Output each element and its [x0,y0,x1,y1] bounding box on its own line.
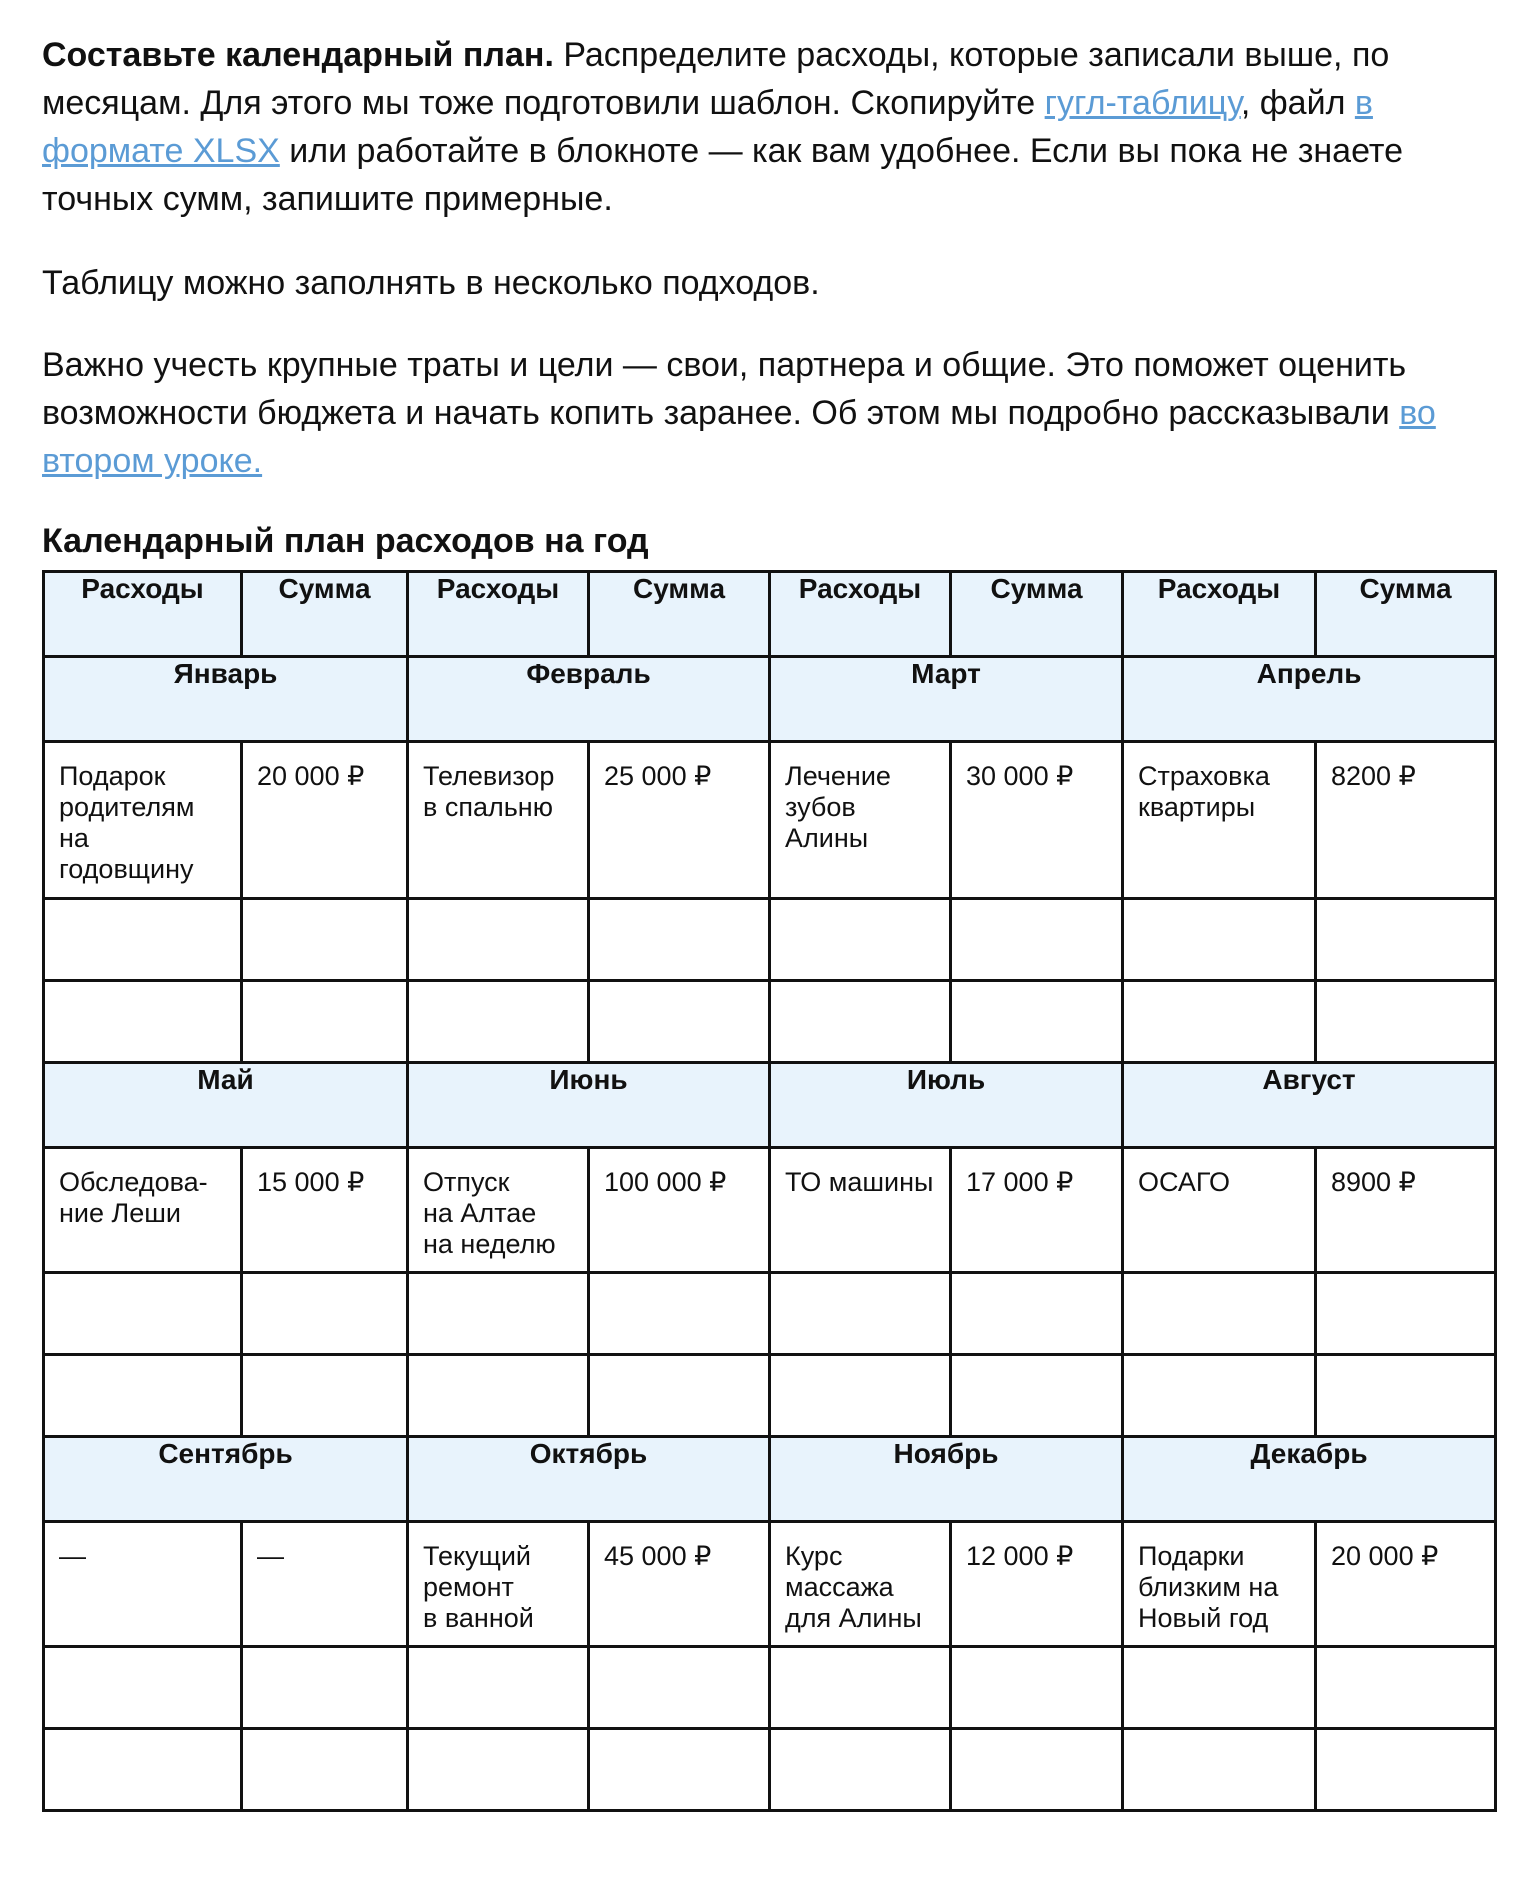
empty-cell [408,1729,589,1811]
empty-cell [1123,1273,1316,1355]
empty-cell [1316,1355,1496,1437]
expense-text: Обследова- ние Леши [59,1167,208,1228]
second-lesson-link[interactable]: во втором уроке. [42,394,1436,480]
col-header-expense: Расходы [1123,572,1316,657]
empty-cell [242,981,408,1063]
empty-cell [44,981,242,1063]
month-label: Сентябрь [44,1437,408,1522]
amount-cell [242,742,408,899]
expense-cell [44,1522,242,1647]
empty-cell [242,1647,408,1729]
expense-text: Курс массажа для Алины [785,1541,922,1633]
amount-text: 17 000 ₽ [966,1167,1074,1197]
expense-text: Подарок родителям на годовщину [59,761,195,884]
expense-cell [408,1522,589,1647]
empty-cell [1123,1729,1316,1811]
expense-text: Подарки близким на Новый год [1138,1541,1279,1633]
amount-cell [1316,1148,1496,1273]
expense-cell [770,1148,951,1273]
empty-cell [589,1355,770,1437]
empty-cell [589,981,770,1063]
empty-cell [589,1647,770,1729]
empty-cell [951,1729,1123,1811]
empty-row [44,1647,1496,1729]
expense-cell [408,1148,589,1273]
intro-paragraph [42,31,1482,223]
table-title: Календарный план расходов на год [42,522,649,560]
month-label: Ноябрь [770,1437,1123,1522]
empty-cell [242,899,408,981]
expense-text: Лечение зубов Алины [785,761,891,853]
amount-text: 25 000 ₽ [604,761,712,791]
empty-cell [1316,1729,1496,1811]
expense-text: — [59,1541,86,1571]
empty-cell [770,1273,951,1355]
amount-text: 15 000 ₽ [257,1167,365,1197]
empty-cell [770,1729,951,1811]
empty-cell [589,899,770,981]
col-header-expense: Расходы [44,572,242,657]
empty-cell [1123,899,1316,981]
expense-text: Отпуск на Алтае на неделю [423,1167,556,1259]
empty-cell [44,1355,242,1437]
empty-cell [951,899,1123,981]
empty-cell [951,1273,1123,1355]
empty-cell [44,1729,242,1811]
empty-cell [1123,981,1316,1063]
amount-cell [951,1148,1123,1273]
empty-cell [1123,1355,1316,1437]
empty-cell [242,1273,408,1355]
empty-cell [1316,1273,1496,1355]
empty-cell [951,1355,1123,1437]
amount-text: 8900 ₽ [1331,1167,1416,1197]
expense-text: ОСАГО [1138,1167,1231,1197]
expense-cell [1123,742,1316,899]
empty-cell [1123,1647,1316,1729]
col-header-expense: Расходы [408,572,589,657]
amount-cell [589,1148,770,1273]
amount-cell [242,1522,408,1647]
month-label: Май [44,1063,408,1148]
expense-row [44,742,1496,899]
intro-text-2: , файл [1240,84,1355,122]
empty-cell [408,1647,589,1729]
expense-text: Текущий ремонт в ванной [423,1541,534,1633]
amount-cell [1316,1522,1496,1647]
col-header-amount: Сумма [1316,572,1496,657]
amount-cell [951,742,1123,899]
expense-row [44,1148,1496,1273]
month-label: Август [1123,1063,1496,1148]
empty-cell [408,1273,589,1355]
goals-text: Важно учесть крупные траты и цели — свои, партнера и общие. Это поможет оценить возможности бюджета и начать копить заранее. Об этом мы подробно рассказывали [42,346,1407,432]
month-row [44,1063,1496,1148]
empty-cell [589,1273,770,1355]
empty-cell [589,1729,770,1811]
empty-row [44,899,1496,981]
empty-cell [770,981,951,1063]
month-label: Апрель [1123,657,1496,742]
expense-plan-table [42,570,1497,1812]
month-label: Июнь [408,1063,770,1148]
empty-row [44,1273,1496,1355]
expense-cell [44,1148,242,1273]
approach-paragraph: Таблицу можно заполнять в несколько подходов. [42,264,820,302]
amount-cell [589,742,770,899]
col-header-amount: Сумма [242,572,408,657]
empty-cell [408,1355,589,1437]
amount-cell [242,1148,408,1273]
expense-cell [770,742,951,899]
expense-row [44,1522,1496,1647]
col-header-expense: Расходы [770,572,951,657]
empty-row [44,1355,1496,1437]
empty-cell [770,1355,951,1437]
empty-cell [408,899,589,981]
expense-cell [1123,1522,1316,1647]
column-header-row [44,572,1496,657]
empty-cell [44,899,242,981]
empty-row [44,981,1496,1063]
expense-cell [44,742,242,899]
expense-text: Телевизор в спальню [423,761,555,822]
month-row [44,657,1496,742]
amount-text: 8200 ₽ [1331,761,1416,791]
expense-cell [408,742,589,899]
intro-bold-lead: Составьте календарный план. [42,36,554,74]
month-label: Март [770,657,1123,742]
month-label: Февраль [408,657,770,742]
month-row [44,1437,1496,1522]
col-header-amount: Сумма [589,572,770,657]
amount-text: 20 000 ₽ [257,761,365,791]
empty-cell [408,981,589,1063]
amount-cell [951,1522,1123,1647]
amount-cell [1316,742,1496,899]
month-label: Октябрь [408,1437,770,1522]
empty-cell [1316,1647,1496,1729]
col-header-amount: Сумма [951,572,1123,657]
expense-cell [1123,1148,1316,1273]
empty-cell [951,1647,1123,1729]
empty-cell [44,1647,242,1729]
goals-paragraph [42,341,1482,485]
empty-cell [1316,899,1496,981]
intro-text-3: или работайте в блокноте — как вам удобнее. Если вы пока не знаете точных сумм, запишите примерные. [42,132,1403,218]
expense-text: ТО машины [785,1167,934,1197]
empty-cell [1316,981,1496,1063]
amount-text: 30 000 ₽ [966,761,1074,791]
empty-cell [242,1729,408,1811]
empty-cell [770,899,951,981]
amount-cell [589,1522,770,1647]
empty-cell [770,1647,951,1729]
empty-row [44,1729,1496,1811]
empty-cell [951,981,1123,1063]
xlsx-link[interactable]: в формате XLSX [42,84,1373,170]
empty-cell [242,1355,408,1437]
month-label: Январь [44,657,408,742]
amount-text: 12 000 ₽ [966,1541,1074,1571]
month-label: Декабрь [1123,1437,1496,1522]
amount-text: 45 000 ₽ [604,1541,712,1571]
google-sheet-link[interactable]: гугл-таблицу [1044,84,1241,122]
expense-cell [770,1522,951,1647]
amount-text: 20 000 ₽ [1331,1541,1439,1571]
amount-text: 100 000 ₽ [604,1167,727,1197]
month-label: Июль [770,1063,1123,1148]
empty-cell [44,1273,242,1355]
amount-text: — [257,1541,284,1571]
intro-text-1: Распределите расходы, которые записали выше, по месяцам. Для этого мы тоже подготовили шаблон. Скопируйте [42,36,1390,122]
expense-text: Страховка квартиры [1138,761,1270,822]
